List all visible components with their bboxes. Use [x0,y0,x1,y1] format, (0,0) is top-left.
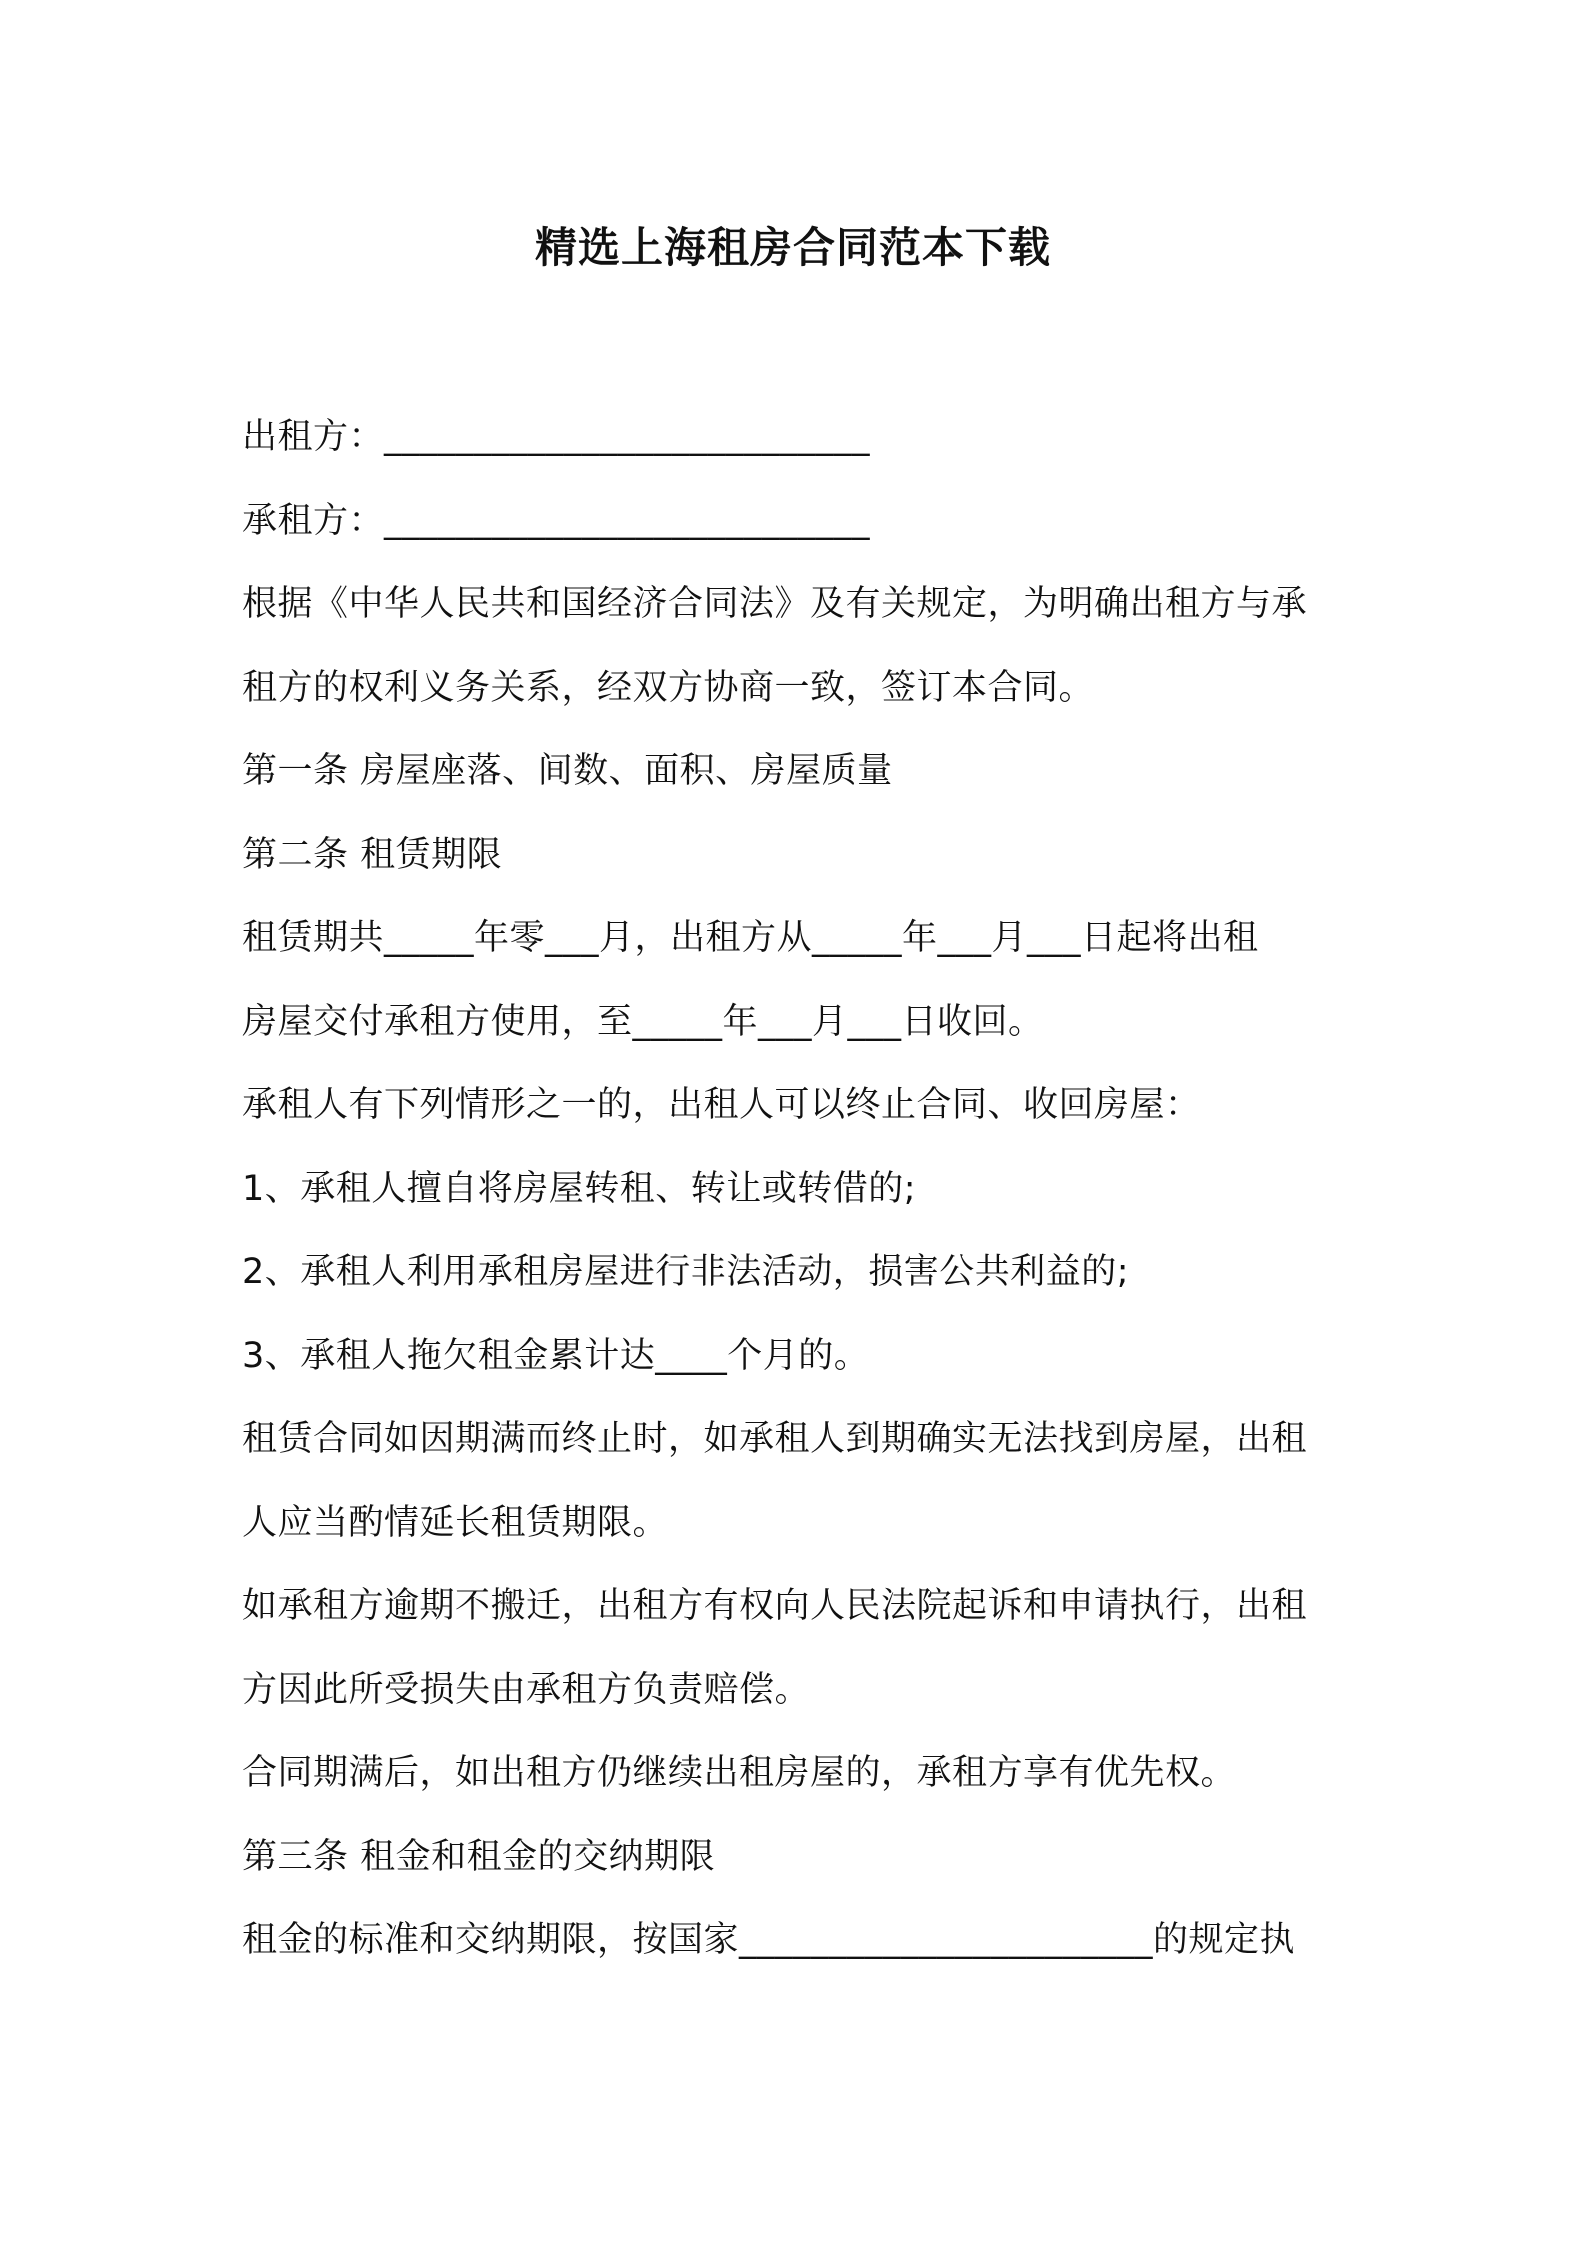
expiry-line-1: 租赁合同如因期满而终止时，如承租人到期确实无法找到房屋，出租 [242,1419,1308,1459]
termination-item-1: 1、承租人擅自将房屋转租、转让或转借的; [242,1168,917,1209]
priority-line: 合同期满后，如出租方仍继续出租房屋的，承租方享有优先权。 [242,1753,1237,1793]
article-1-heading: 第一条 房屋座落、间数、面积、房屋质量 [242,751,893,791]
expiry-line-2: 人应当酌情延长租赁期限。 [242,1502,669,1543]
preamble-line-2: 租方的权利义务关系，经双方协商一致，签订本合同。 [242,667,1095,708]
preamble-line-1: 根据《中华人民共和国经济合同法》及有关规定，为明确出租方与承 [242,584,1308,624]
overdue-line-1: 如承租方逾期不搬迁，出租方有权向人民法院起诉和申请执行，出租 [242,1586,1308,1626]
overdue-line-2: 方因此所受损失由承租方负责赔偿。 [242,1669,811,1710]
termination-item-2: 2、承租人利用承租房屋进行非法活动，损害公共利益的; [242,1252,1130,1292]
termination-item-3: 3、承租人拖欠租金累计达____个月的。 [242,1335,870,1376]
article-3-heading: 第三条 租金和租金的交纳期限 [242,1836,716,1877]
document-title: 精选上海租房合同范本下载 [534,223,1051,272]
article-2-heading: 第二条 租赁期限 [242,834,503,875]
rent-standard-line: 租金的标准和交纳期限，按国家_______________________的规定执 [242,1920,1296,1960]
lease-term-line-1: 租赁期共_____年零___月，出租方从_____年___月___日起将出租 [242,918,1259,958]
lease-term-line-2: 房屋交付承租方使用，至_____年___月___日收回。 [242,1001,1044,1042]
termination-intro: 承租人有下列情形之一的，出租人可以终止合同、收回房屋： [242,1085,1201,1125]
lessor-line: 出租方：___________________________ [242,417,871,457]
document-body [242,402,1354,1989]
lessee-line: 承租方：___________________________ [242,500,871,541]
